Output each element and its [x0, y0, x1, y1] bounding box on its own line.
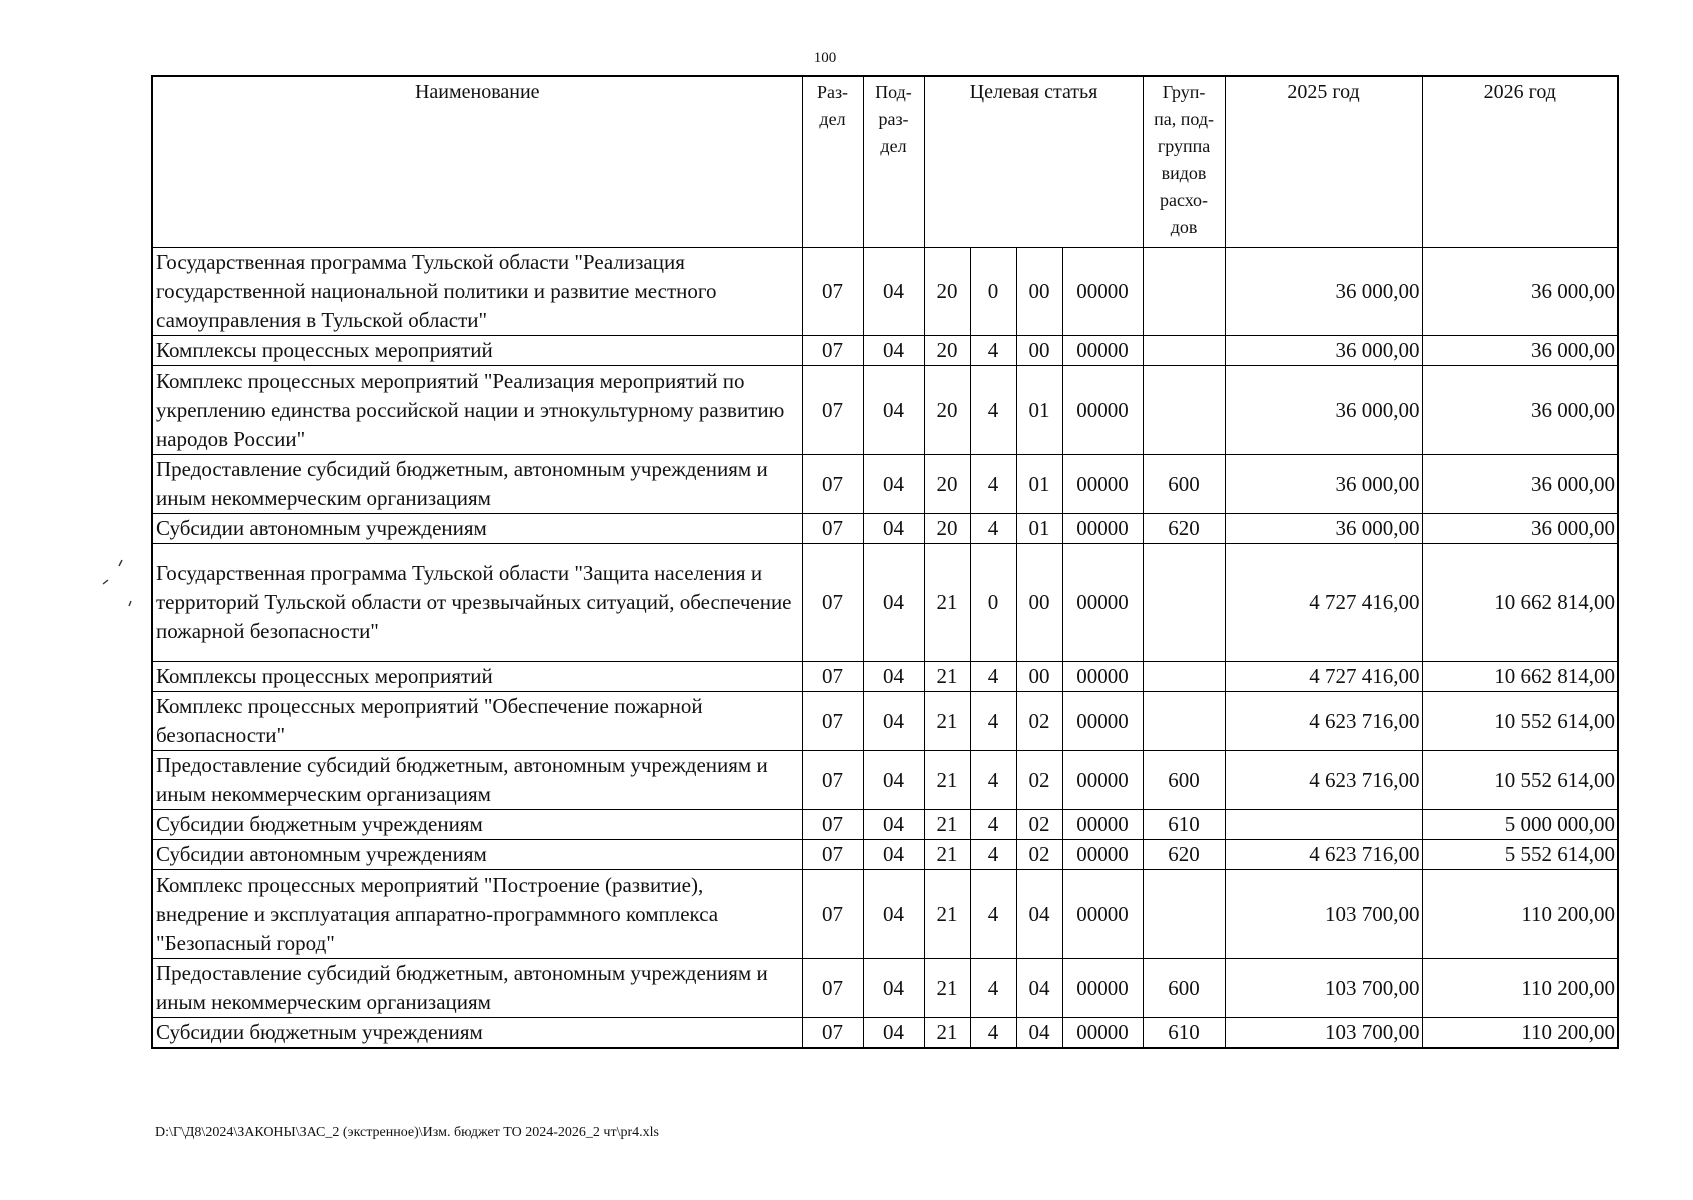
row-group: [1143, 870, 1225, 959]
row-podrazdel: 04: [863, 870, 924, 959]
row-value-2026: 10 552 614,00: [1422, 692, 1618, 751]
row-target-1: 20: [924, 248, 970, 336]
row-razdel: 07: [802, 810, 863, 840]
row-razdel: 07: [802, 336, 863, 366]
row-name: Комплекс процессных мероприятий "Обеспечение пожарной безопасности": [152, 692, 802, 751]
row-podrazdel: 04: [863, 810, 924, 840]
table-body: [152, 248, 1618, 1049]
header-target-text: Целевая статья: [969, 81, 1098, 103]
row-target-3: 00: [1016, 248, 1062, 336]
row-value-2026: 36 000,00: [1422, 366, 1618, 455]
row-target-3: 04: [1016, 870, 1062, 959]
row-group: [1143, 248, 1225, 336]
row-target-2: 4: [970, 662, 1016, 692]
row-target-4: 00000: [1062, 1018, 1143, 1049]
header-razdel-text: Раз- дел: [816, 82, 849, 129]
row-target-1: 21: [924, 870, 970, 959]
row-value-2025: 4 623 716,00: [1225, 840, 1422, 870]
row-target-2: 4: [970, 336, 1016, 366]
row-name: Субсидии бюджетным учреждениям: [152, 810, 802, 840]
table-row: [152, 810, 1618, 840]
table-row: [152, 751, 1618, 810]
row-target-2: 4: [970, 810, 1016, 840]
stray-pen-marks: [100, 558, 140, 608]
row-target-3: 04: [1016, 959, 1062, 1018]
row-target-3: 02: [1016, 840, 1062, 870]
row-group: 620: [1143, 840, 1225, 870]
row-target-4: 00000: [1062, 544, 1143, 662]
row-razdel: 07: [802, 959, 863, 1018]
row-razdel: 07: [802, 751, 863, 810]
row-name: Государственная программа Тульской области "Реализация государственной национальной политики и развитие местного самоуправления в Тульской области": [152, 248, 802, 336]
row-podrazdel: 04: [863, 1018, 924, 1049]
row-razdel: 07: [802, 1018, 863, 1049]
header-group-text: Груп- па, под- группа видов расхо- дов: [1154, 82, 1214, 237]
row-target-1: 21: [924, 662, 970, 692]
row-razdel: 07: [802, 514, 863, 544]
row-target-1: 21: [924, 751, 970, 810]
row-value-2025: 103 700,00: [1225, 1018, 1422, 1049]
row-podrazdel: 04: [863, 544, 924, 662]
row-value-2025: 4 727 416,00: [1225, 662, 1422, 692]
row-value-2026: 110 200,00: [1422, 959, 1618, 1018]
row-razdel: 07: [802, 366, 863, 455]
row-target-3: 01: [1016, 455, 1062, 514]
row-group: [1143, 336, 1225, 366]
row-name: Субсидии бюджетным учреждениям: [152, 1018, 802, 1049]
row-name: Предоставление субсидий бюджетным, автономным учреждениям и иным некоммерческим организациям: [152, 959, 802, 1018]
row-target-2: 4: [970, 366, 1016, 455]
table-header: [152, 76, 1618, 248]
row-value-2025: 36 000,00: [1225, 336, 1422, 366]
header-target: [924, 76, 1143, 248]
row-target-2: 4: [970, 455, 1016, 514]
row-value-2025: 103 700,00: [1225, 870, 1422, 959]
row-value-2025: 4 623 716,00: [1225, 692, 1422, 751]
row-name: Комплекс процессных мероприятий "Построение (развитие), внедрение и эксплуатация аппаратно-программного комплекса "Безопасный город": [152, 870, 802, 959]
row-razdel: 07: [802, 692, 863, 751]
row-razdel: 07: [802, 455, 863, 514]
row-podrazdel: 04: [863, 248, 924, 336]
row-target-4: 00000: [1062, 248, 1143, 336]
row-podrazdel: 04: [863, 336, 924, 366]
row-value-2026: 36 000,00: [1422, 455, 1618, 514]
table-row: [152, 840, 1618, 870]
row-target-1: 20: [924, 366, 970, 455]
row-razdel: 07: [802, 870, 863, 959]
row-target-4: 00000: [1062, 751, 1143, 810]
row-target-2: 4: [970, 1018, 1016, 1049]
page-number: 100: [813, 50, 837, 66]
row-target-2: 4: [970, 514, 1016, 544]
header-group: [1143, 76, 1225, 248]
row-target-3: 00: [1016, 336, 1062, 366]
row-target-3: 01: [1016, 514, 1062, 544]
table-row: [152, 692, 1618, 751]
row-podrazdel: 04: [863, 514, 924, 544]
row-target-1: 20: [924, 514, 970, 544]
row-target-3: 02: [1016, 751, 1062, 810]
row-value-2025: 36 000,00: [1225, 455, 1422, 514]
row-value-2026: 10 662 814,00: [1422, 662, 1618, 692]
row-podrazdel: 04: [863, 662, 924, 692]
file-path-footer: D:\Г\Д8\2024\ЗАКОНЫ\ЗАС_2 (экстренное)\Изм. бюджет ТО 2024-2026_2 чт\pr4.xls: [155, 1125, 659, 1140]
row-name: Субсидии автономным учреждениям: [152, 514, 802, 544]
header-name-text: Наименование: [414, 81, 540, 103]
row-value-2025: [1225, 810, 1422, 840]
row-target-4: 00000: [1062, 455, 1143, 514]
row-razdel: 07: [802, 248, 863, 336]
row-value-2025: 4 623 716,00: [1225, 751, 1422, 810]
row-group: [1143, 366, 1225, 455]
row-name: Комплексы процессных мероприятий: [152, 662, 802, 692]
row-value-2025: 36 000,00: [1225, 514, 1422, 544]
row-group: 600: [1143, 751, 1225, 810]
row-target-4: 00000: [1062, 366, 1143, 455]
header-2025: [1225, 76, 1422, 248]
row-value-2025: 36 000,00: [1225, 366, 1422, 455]
table-row: [152, 870, 1618, 959]
row-value-2026: 110 200,00: [1422, 870, 1618, 959]
row-value-2025: 4 727 416,00: [1225, 544, 1422, 662]
row-target-1: 21: [924, 840, 970, 870]
row-target-3: 02: [1016, 692, 1062, 751]
row-value-2026: 110 200,00: [1422, 1018, 1618, 1049]
row-target-3: 02: [1016, 810, 1062, 840]
row-name: Предоставление субсидий бюджетным, автономным учреждениям и иным некоммерческим организациям: [152, 751, 802, 810]
header-2026: [1422, 76, 1618, 248]
row-value-2026: 10 662 814,00: [1422, 544, 1618, 662]
row-value-2026: 5 552 614,00: [1422, 840, 1618, 870]
row-podrazdel: 04: [863, 840, 924, 870]
row-target-4: 00000: [1062, 840, 1143, 870]
row-razdel: 07: [802, 662, 863, 692]
table-row: [152, 248, 1618, 336]
row-target-4: 00000: [1062, 692, 1143, 751]
row-group: [1143, 544, 1225, 662]
row-target-2: 4: [970, 870, 1016, 959]
row-target-4: 00000: [1062, 662, 1143, 692]
row-value-2025: 103 700,00: [1225, 959, 1422, 1018]
table-row: [152, 544, 1618, 662]
row-group: [1143, 662, 1225, 692]
row-target-1: 20: [924, 455, 970, 514]
row-target-2: 4: [970, 751, 1016, 810]
row-podrazdel: 04: [863, 366, 924, 455]
row-name: Комплексы процессных мероприятий: [152, 336, 802, 366]
row-target-1: 21: [924, 544, 970, 662]
row-group: 610: [1143, 810, 1225, 840]
row-target-3: 00: [1016, 544, 1062, 662]
row-target-4: 00000: [1062, 870, 1143, 959]
header-podrazdel: [863, 76, 924, 248]
row-podrazdel: 04: [863, 751, 924, 810]
row-group: 600: [1143, 455, 1225, 514]
row-value-2026: 36 000,00: [1422, 514, 1618, 544]
row-value-2026: 10 552 614,00: [1422, 751, 1618, 810]
row-value-2025: 36 000,00: [1225, 248, 1422, 336]
row-podrazdel: 04: [863, 455, 924, 514]
table-row: [152, 662, 1618, 692]
row-podrazdel: 04: [863, 959, 924, 1018]
row-value-2026: 5 000 000,00: [1422, 810, 1618, 840]
row-target-2: 4: [970, 692, 1016, 751]
table-row: [152, 336, 1618, 366]
row-name: Предоставление субсидий бюджетным, автономным учреждениям и иным некоммерческим организациям: [152, 455, 802, 514]
row-razdel: 07: [802, 544, 863, 662]
row-value-2026: 36 000,00: [1422, 248, 1618, 336]
row-target-1: 20: [924, 336, 970, 366]
row-target-1: 21: [924, 692, 970, 751]
row-name: Государственная программа Тульской области "Защита населения и территорий Тульской области от чрезвычайных ситуаций, обеспечение пожарной безопасности": [152, 544, 802, 662]
row-target-2: 0: [970, 544, 1016, 662]
row-name: Субсидии автономным учреждениям: [152, 840, 802, 870]
pen-mark: [103, 580, 108, 584]
budget-table: [151, 75, 1619, 1049]
row-target-1: 21: [924, 959, 970, 1018]
table-row: [152, 455, 1618, 514]
row-target-1: 21: [924, 810, 970, 840]
row-target-2: 0: [970, 248, 1016, 336]
row-group: 600: [1143, 959, 1225, 1018]
header-name: [152, 76, 802, 248]
pen-mark: [129, 601, 131, 606]
row-target-2: 4: [970, 959, 1016, 1018]
header-2026-text: 2026 год: [1483, 81, 1556, 103]
row-target-4: 00000: [1062, 810, 1143, 840]
table-row: [152, 959, 1618, 1018]
row-name: Комплекс процессных мероприятий "Реализация мероприятий по укреплению единства российской нации и этнокультурному развитию народов России": [152, 366, 802, 455]
row-target-2: 4: [970, 840, 1016, 870]
row-podrazdel: 04: [863, 692, 924, 751]
row-target-4: 00000: [1062, 514, 1143, 544]
header-podrazdel-text: Под- раз- дел: [875, 82, 912, 156]
row-group: [1143, 692, 1225, 751]
header-razdel: [802, 76, 863, 248]
row-target-4: 00000: [1062, 336, 1143, 366]
row-group: 620: [1143, 514, 1225, 544]
pen-mark: [119, 560, 122, 566]
row-target-4: 00000: [1062, 959, 1143, 1018]
row-target-3: 00: [1016, 662, 1062, 692]
table-row: [152, 514, 1618, 544]
row-razdel: 07: [802, 840, 863, 870]
row-value-2026: 36 000,00: [1422, 336, 1618, 366]
row-target-3: 01: [1016, 366, 1062, 455]
table-row: [152, 366, 1618, 455]
row-target-1: 21: [924, 1018, 970, 1049]
row-target-3: 04: [1016, 1018, 1062, 1049]
table-row: [152, 1018, 1618, 1049]
row-group: 610: [1143, 1018, 1225, 1049]
header-2025-text: 2025 год: [1287, 81, 1360, 103]
header-row: [152, 76, 1618, 248]
